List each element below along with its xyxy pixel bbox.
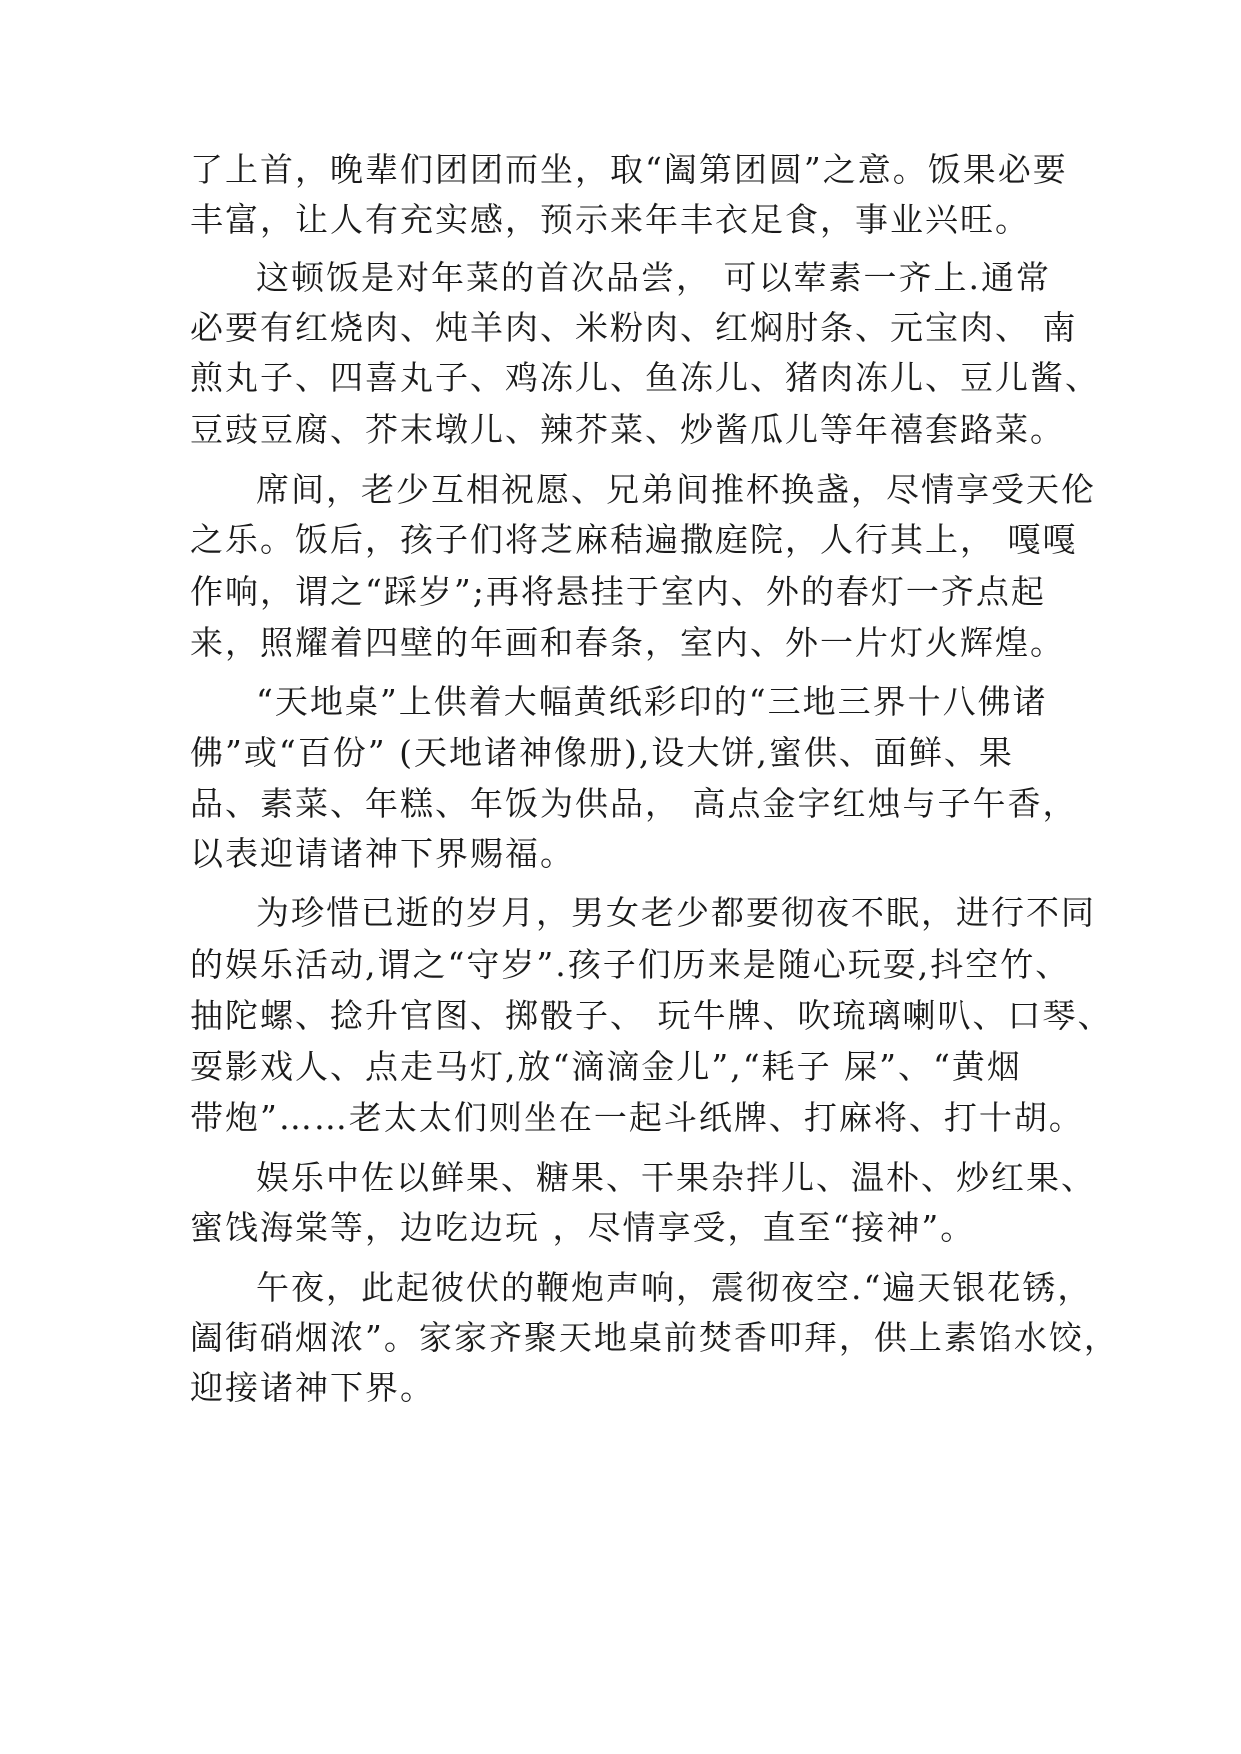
text-line: 豆豉豆腐、芥末墩儿、辣芥菜、炒酱瓜儿等年禧套路菜。 <box>190 410 1065 449</box>
text-line: 抽陀螺、捻升官图、掷骰子、 玩牛牌、吹琉璃喇叭、口琴、 <box>190 996 1113 1035</box>
text-line: 迎接诸神下界。 <box>190 1368 435 1407</box>
text-line: 作响，谓之“踩岁”;再将悬挂于室内、外的春灯一齐点起 <box>190 572 1046 611</box>
text-line: 了上首，晚辈们团团而坐，取“阖第团圆”之意。饭果必要 <box>190 150 1068 189</box>
text-line: 佛”或“百份” (天地诸神像册),设大饼,蜜供、面鲜、果 <box>190 733 1014 772</box>
text-line: 煎丸子、四喜丸子、鸡冻儿、鱼冻儿、猪肉冻儿、豆儿酱、 <box>190 358 1100 397</box>
paragraph-start-line: 为珍惜已逝的岁月，男女老少都要彻夜不眠，进行不同 <box>256 893 1096 932</box>
paragraph-start-line: 席间，老少互相祝愿、兄弟间推杯换盏，尽情享受天伦 <box>256 470 1096 509</box>
text-line: 阖街硝烟浓”。家家齐聚天地桌前焚香叩拜，供上素馅水饺， <box>190 1318 1119 1357</box>
text-line: 丰富，让人有充实感，预示来年丰衣足食，事业兴旺。 <box>190 200 1030 239</box>
text-line: 的娱乐活动,谓之“守岁”.孩子们历来是随心玩耍,抖空竹、 <box>190 945 1071 984</box>
text-line: 以表迎请诸神下界赐福。 <box>190 834 575 873</box>
text-line: 品、素菜、年糕、年饭为供品， 高点金字红烛与子午香， <box>190 784 1078 823</box>
paragraph-start-line: “天地桌”上供着大幅黄纸彩印的“三地三界十八佛诸 <box>256 682 1048 721</box>
paragraph-start-line: 这顿饭是对年菜的首次品尝， 可以荤素一齐上.通常 <box>256 258 1051 297</box>
text-line: 必要有红烧肉、炖羊肉、米粉肉、红焖肘条、元宝肉、 南 <box>190 308 1078 347</box>
text-line: 耍影戏人、点走马灯,放“滴滴金儿”,“耗子 屎”、“黄烟 <box>190 1047 1022 1086</box>
paragraph-start-line: 娱乐中佐以鲜果、糖果、干果杂拌儿、温朴、炒红果、 <box>256 1158 1096 1197</box>
paragraph-start-line: 午夜，此起彼伏的鞭炮声响，震彻夜空.“遍天银花锈， <box>256 1268 1093 1307</box>
text-line: 之乐。饭后，孩子们将芝麻秸遍撒庭院，人行其上， 嘎嘎 <box>190 520 1078 559</box>
text-line: 来，照耀着四壁的年画和春条，室内、外一片灯火辉煌。 <box>190 623 1065 662</box>
text-line: 蜜饯海棠等，边吃边玩 ，尽情享受，直至“接神”。 <box>190 1208 976 1247</box>
text-line: 带炮”……老太太们则坐在一起斗纸牌、打麻将、打十胡。 <box>190 1098 1084 1137</box>
